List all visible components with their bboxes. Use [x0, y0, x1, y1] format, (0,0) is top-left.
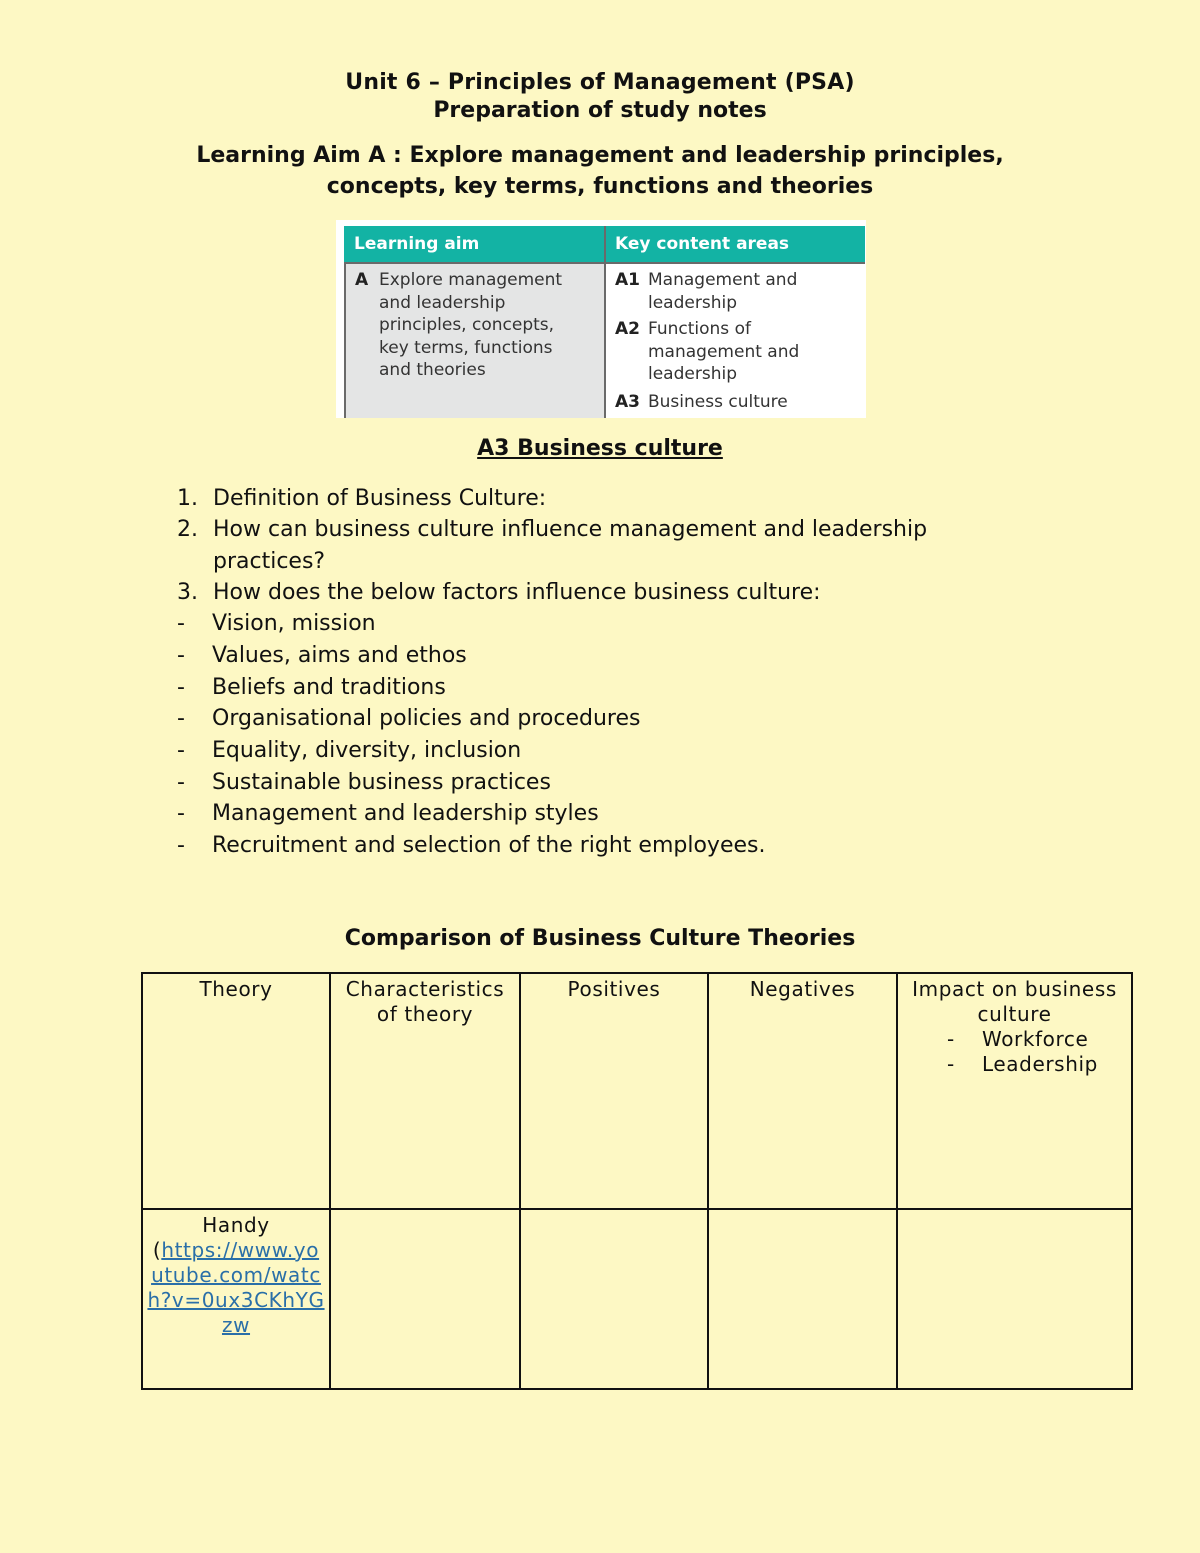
learning-aim-heading-line2: concepts, key terms, functions and theories: [326, 174, 874, 199]
aim-text-line: and leadership: [379, 292, 506, 313]
area-text-line: management and: [648, 341, 800, 362]
document-subtitle: Preparation of study notes: [433, 98, 767, 123]
numbered-item-line: practices?: [213, 548, 326, 574]
learning-aim-table: [336, 220, 866, 418]
theory-name: Handy: [202, 1213, 270, 1237]
numbered-item: [213, 577, 821, 609]
bullet-item: Beliefs and traditions: [212, 675, 446, 700]
list-number: 2.: [177, 517, 198, 542]
bullet-marker: -: [177, 611, 185, 636]
area-text-line: Management and: [648, 270, 798, 290]
aim-text-line: Explore management: [379, 270, 563, 290]
aim-text-line: key terms, functions: [379, 337, 553, 358]
open-paren: (: [152, 1238, 162, 1262]
characteristics-cell[interactable]: [330, 1209, 520, 1389]
area-text-line: Business culture: [648, 392, 788, 412]
positives-cell[interactable]: [520, 1209, 708, 1389]
comparison-table: [141, 972, 1133, 1390]
numbered-item: [213, 483, 546, 515]
numbered-item-line: Definition of Business Culture:: [213, 486, 547, 511]
bullet-item: Recruitment and selection of the right employees.: [212, 833, 766, 858]
header-characteristics: Characteristics of theory: [330, 973, 520, 1209]
area-text-a1: [648, 269, 797, 314]
area-text-line: Functions of: [648, 319, 751, 339]
column-divider: [604, 226, 606, 418]
section-heading: [0, 436, 1200, 461]
bullet-marker: -: [177, 675, 185, 700]
table-header-row: [142, 973, 1132, 1209]
area-code-a2: A2: [615, 319, 640, 339]
bullet-marker: -: [177, 738, 185, 763]
aim-text-line: principles, concepts,: [379, 315, 555, 335]
comparison-title: Comparison of Business Culture Theories: [344, 926, 856, 951]
header-negatives: Negatives: [708, 973, 897, 1209]
impact-list: [902, 1027, 1127, 1077]
impact-item: - Leadership: [902, 1052, 1127, 1077]
learning-aim-heading-line1: Learning Aim A : Explore management and leadership principles,: [196, 143, 1004, 168]
table-row: [142, 1209, 1132, 1389]
document-title: Unit 6 – Principles of Management (PSA): [345, 70, 855, 95]
numbered-item-line: How does the below factors influence business culture:: [213, 580, 821, 605]
bullet-item: Management and leadership styles: [212, 801, 599, 826]
learning-aim-heading: [150, 140, 1050, 202]
area-code-a1: A1: [615, 270, 640, 290]
area-text-a2: [648, 318, 799, 386]
bullet-marker: -: [177, 833, 185, 858]
area-text-line: leadership: [648, 292, 737, 313]
learning-aim-header: Learning aim: [344, 226, 604, 262]
key-content-areas-header: Key content areas: [606, 226, 865, 262]
list-number: 3.: [177, 580, 198, 605]
bullet-marker: -: [177, 706, 185, 731]
bullet-marker: -: [177, 770, 185, 795]
impact-cell[interactable]: [897, 1209, 1132, 1389]
bullet-item: Vision, mission: [212, 611, 376, 636]
aim-text: [379, 269, 562, 382]
bullet-marker: -: [177, 801, 185, 826]
header-theory: Theory: [142, 973, 330, 1209]
bullet-marker: -: [177, 643, 185, 668]
bullet-item: Values, aims and ethos: [212, 643, 467, 668]
numbered-item: [213, 514, 927, 577]
area-text-line: leadership: [648, 364, 737, 384]
bullet-item: Organisational policies and procedures: [212, 706, 641, 731]
header-impact: [897, 973, 1132, 1209]
section-heading-text: A3 Business culture: [477, 436, 723, 461]
header-impact-label: Impact on business culture: [912, 977, 1117, 1026]
theory-cell-handy: [142, 1209, 330, 1389]
aim-text-line: and theories: [379, 360, 486, 380]
numbered-item-line: How can business culture influence management and leadership: [213, 517, 928, 542]
bullet-item: Sustainable business practices: [212, 770, 551, 795]
bullet-item: Equality, diversity, inclusion: [212, 738, 522, 763]
area-text-a3: [648, 391, 788, 414]
header-underline: [606, 262, 865, 264]
youtube-link[interactable]: https://www.youtube.com/watch?v=0ux3CKhYGzw: [147, 1238, 325, 1337]
theory-link-wrapper: [147, 1238, 325, 1338]
list-number: 1.: [177, 486, 198, 511]
negatives-cell[interactable]: [708, 1209, 897, 1389]
area-code-a3: A3: [615, 392, 640, 412]
header-positives: Positives: [520, 973, 708, 1209]
impact-item: - Workforce: [902, 1027, 1127, 1052]
aim-code: A: [355, 270, 369, 290]
